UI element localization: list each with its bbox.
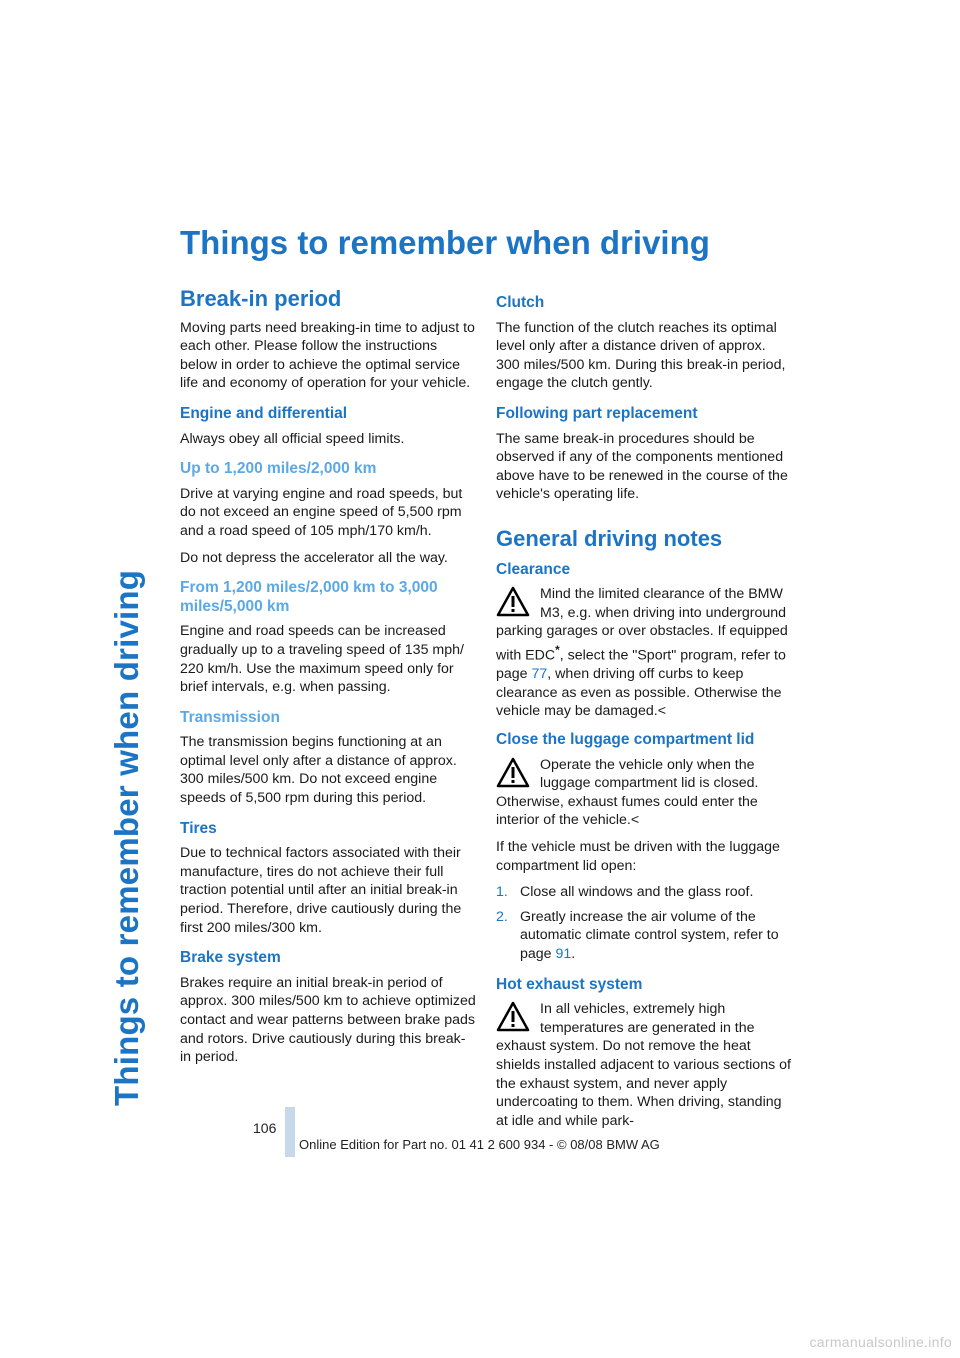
breakin-heading: Break-in period xyxy=(180,286,342,311)
right-column xyxy=(496,290,792,1138)
engine-heading: Engine and differential xyxy=(180,404,348,422)
luggage-warning-text: Operate the vehicle only when the luggage compartment lid is closed. Otherwise, exhaust fumes could enter the interior of the vehicle. xyxy=(496,756,759,829)
up-to-heading: Up to 1,200 miles/2,000 km xyxy=(180,460,377,478)
step-text: Greatly increase the air volume of the automatic climate control system, refer to page xyxy=(520,908,779,962)
from-heading: From 1,200 miles/2,000 km to 3,000 miles/5,000 km xyxy=(180,579,438,615)
clutch-text: The function of the clutch reaches its optimal level only after a distance driven of approx. 300 miles/500 km. During this break-in period, engage the clutch gently. xyxy=(496,319,786,392)
step-number: 1. xyxy=(496,884,508,901)
exhaust-text: In all vehicles, extremely high temperatures are generated in the exhaust system. Do not remove the heat shields installed adjacent to various sections of the exhaust system, and never apply undercoating to them. When driving, standing at idle and while park- xyxy=(496,1001,791,1129)
luggage-text: If the vehicle must be driven with the luggage compartment lid open: xyxy=(496,838,780,874)
engine-text: Always obey all official speed limits. xyxy=(180,430,405,447)
luggage-warning xyxy=(496,756,792,830)
brake-text: Brakes require an initial break-in period of approx. 300 miles/500 km to achieve optimized contact and wear patterns between brake pads and rotors. Drive cautiously during this break-in period. xyxy=(180,974,476,1066)
step-number: 2. xyxy=(496,908,508,925)
breakin-intro: Moving parts need breaking-in time to adjust to each other. Please follow the instructions below in order to achieve the optimal service life and economy of operation for your vehicle. xyxy=(180,319,475,392)
warning-icon xyxy=(496,1001,530,1033)
up-to-text-1: Drive at varying engine and road speeds, but do not exceed an engine speed of 5,500 rpm and a road speed of 105 mph/170 km/h. xyxy=(180,485,463,539)
clearance-text-c: , when driving off curbs to keep clearance as even as possible. Otherwise the vehicle may be damaged. xyxy=(496,666,782,720)
luggage-steps xyxy=(496,883,792,963)
watermark: carmanualsonline.info xyxy=(809,1334,952,1350)
edition-text: Online Edition for Part no. 01 41 2 600 934 - © 08/08 BMW AG xyxy=(299,1137,660,1152)
part-replacement-text: The same break-in procedures should be observed if any of the components mentioned above have to be renewed in the course of the vehicle's operating life. xyxy=(496,430,788,503)
side-title: Things to remember when driving xyxy=(108,569,145,1106)
warning-icon xyxy=(496,757,530,789)
page-link-91[interactable]: 91 xyxy=(555,945,572,962)
end-mark: < xyxy=(630,812,640,829)
end-mark: < xyxy=(657,703,666,720)
page-number: 106 xyxy=(253,1120,277,1136)
clearance-text-a: Mind the limited clearance of the BMW M3, e.g. when driving into underground parking garages or over obstacles. If equipped with EDC xyxy=(496,586,788,664)
up-to-text-2: Do not depress the accelerator all the way. xyxy=(180,549,448,566)
clutch-heading: Clutch xyxy=(496,294,545,311)
warning-icon xyxy=(496,586,530,618)
brake-heading: Brake system xyxy=(180,949,281,967)
from-text: Engine and road speeds can be increased gradually up to a traveling speed of 135 mph/ 220 km/h. Use the maximum speed only for brief intervals, e.g. when passing. xyxy=(180,623,464,696)
option-star: * xyxy=(555,642,560,657)
list-item xyxy=(496,883,792,902)
luggage-heading: Close the luggage compartment lid xyxy=(496,731,755,749)
page-link-77[interactable]: 77 xyxy=(531,666,548,683)
page-title: Things to remember when driving xyxy=(180,224,710,261)
footer-bar xyxy=(285,1107,295,1157)
step-text: Close all windows and the glass roof. xyxy=(520,884,754,901)
general-heading: General driving notes xyxy=(496,525,723,551)
transmission-text: The transmission begins functioning at an optimal level only after a distance of approx. 300 miles/500 km. Do not exceed engine speeds of 5,500 rpm during this period. xyxy=(180,734,457,807)
exhaust-heading: Hot exhaust system xyxy=(496,975,643,993)
clearance-text-b: , select the "Sport" program, refer to page xyxy=(496,647,786,683)
clearance-warning xyxy=(496,585,792,721)
list-item: 2. Greatly increase the air volume of the automatic climate control system, refer to page 91. xyxy=(496,908,779,962)
part-replacement-heading: Following part replacement xyxy=(496,404,698,422)
clearance-heading: Clearance xyxy=(496,560,571,578)
transmission-heading: Transmission xyxy=(180,708,280,726)
tires-text: Due to technical factors associated with their manufacture, tires do not achieve their full traction potential until after an initial break-in period. Therefore, drive cautiously during the first 200 miles/300 km. xyxy=(180,845,462,936)
tires-heading: Tires xyxy=(180,819,217,837)
left-column xyxy=(180,286,476,1075)
exhaust-warning xyxy=(496,1000,792,1130)
